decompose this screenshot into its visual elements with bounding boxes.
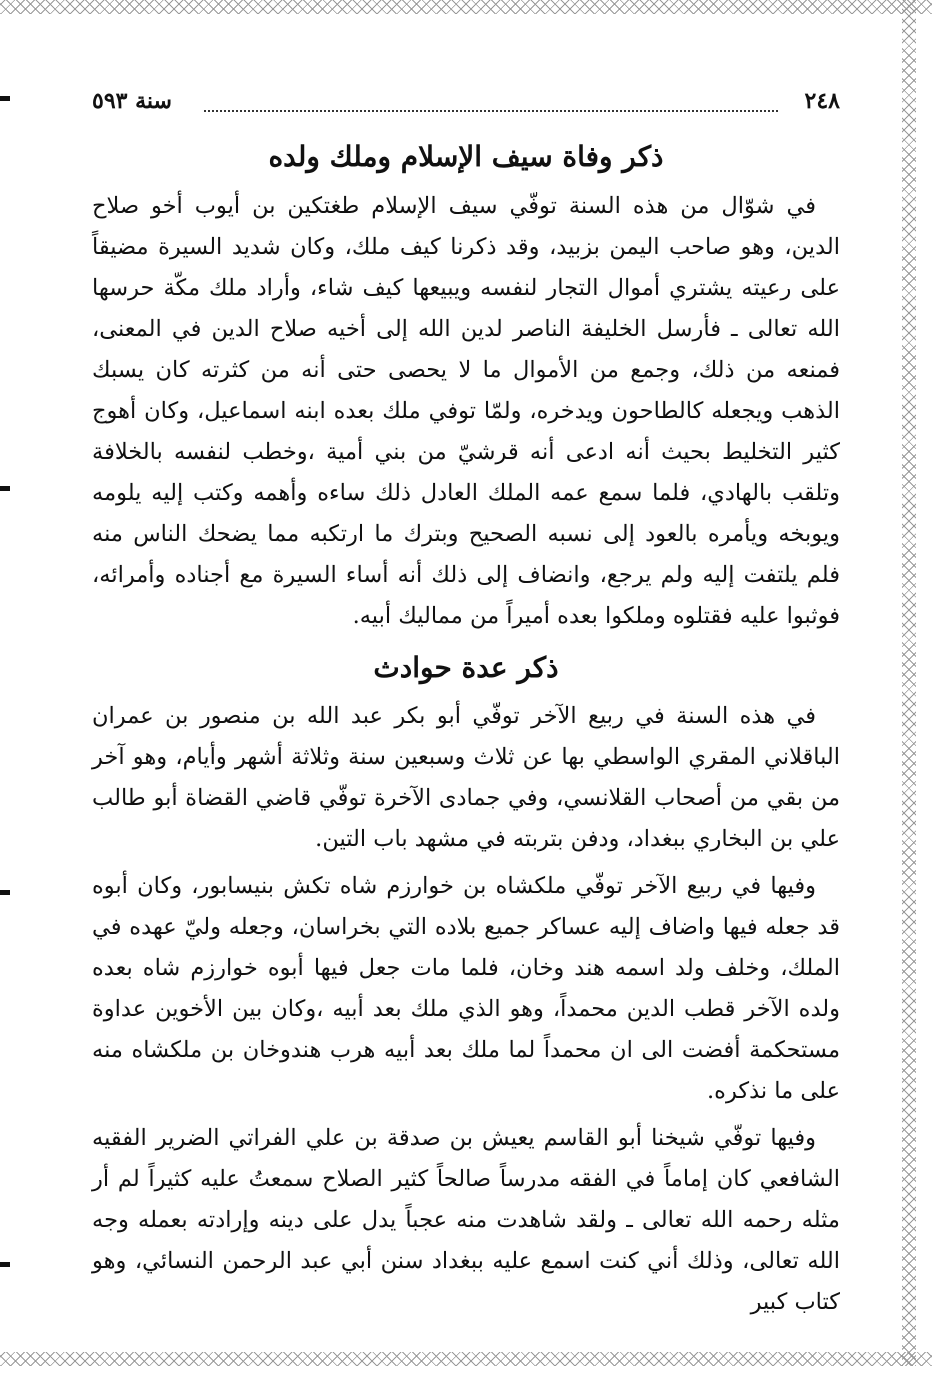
section-title: ذكر وفاة سيف الإسلام وملك ولده — [268, 140, 664, 173]
margin-tick-mark — [0, 890, 10, 895]
right-ornamental-border — [902, 0, 916, 1366]
paragraph: في هذه السنة في ربيع الآخر توفّي أبو بكر عبد الله بن منصور بن عمران الباقلاني المقري الواسطي بها عن ثلاث وسبعين سنة وثلاثة أشهر وأيام، وهو آخر من بقي من أصحاب القلانسي، وفي جمادى الآخرة توفّي قاضي القضاة أبو طالب علي بن البخاري ببغداد، ودفن بتربته في مشهد باب التين. — [92, 703, 840, 853]
section-title: ذكر عدة حوادث — [373, 650, 559, 684]
year-label: سنة ٥٩٣ — [92, 88, 172, 114]
running-head-dotted-leader — [204, 110, 778, 112]
paragraph: وفيها توفّي شيخنا أبو القاسم يعيش بن صدقة بن علي الفراتي الضرير الفقيه الشافعي كان إماماً في الفقه مدرساً صالحاً كثير الصلاح سمعتُ عليه كثيراً لم أر مثله رحمه الله تعالى ـ ولقد شاهدت منه عجباً يدل على دينه وإرادته بعمله وجه الله تعالى، وذلك أني كنت اسمع عليه ببغداد سنن أبي عبد الرحمن النسائي، وهو كتاب كبير — [92, 1125, 840, 1316]
paragraph: في شوّال من هذه السنة توفّي سيف الإسلام طغتكين بن أيوب أخو صلاح الدين، وهو صاحب اليمن بزبيد، وقد ذكرنا كيف ملك، وكان شديد السيرة مضيقاً على رعيته يشتري أموال التجار لنفسه ويبيعها كيف شاء، وأراد ملك مكّة حرسها الله تعالى ـ فأرسل الخليفة الناصر لدين الله إلى أخيه صلاح الدين في المعنى، فمنعه من ذلك، وجمع من الأموال ما لا يحصى حتى أنه من كثرته كان يسبك الذهب ويجعله كالطاحون ويدخره، ولمّا توفي ملك بعده ابنه اسماعيل، وكان أهوج كثير التخليط بحيث أنه ادعى أنه قرشيّ من بني أمية ،وخطب لنفسه بالخلافة وتلقب بالهادي، فلما سمع عمه الملك العادل ذلك ساءه وأهمه وكتب إليه يلومه ويوبخه ويأمره بالعود إلى نسبه الصحيح وبترك ما ارتكبه مما يضحك الناس منه فلم يلتفت إليه ولم يرجع، وانضاف إلى ذلك أنه أساء السيرة مع أجناده وأمرائه، فوثبوا عليه فقتلوه وملكوا بعده أميراً من مماليك أبيه. — [92, 192, 840, 629]
margin-tick-mark — [0, 1262, 10, 1267]
margin-tick-mark — [0, 486, 10, 491]
running-head — [92, 82, 840, 122]
page-number: ٢٤٨ — [804, 88, 840, 114]
paragraph: وفيها في ربيع الآخر توفّي ملكشاه بن خوارزم شاه تكش بنيسابور، وكان أبوه قد جعله فيها واضاف إليه عساكر جميع بلاده التي بخراسان، وجعله وليّ عهده في الملك، وخلف ولد اسمه هند وخان، فلما مات جعل فيها أبوه خوارزم شاه بعده ولده الآخر قطب الدين محمداً، وهو الذي ملك بعد أبيه ،وكان بين الأخوين عداوة مستحكمة أفضت الى ان محمداً لما ملك بعد أبيه هرب هندوخان بن ملكشاه منه على ما نذكره. — [92, 873, 840, 1105]
margin-tick-mark — [0, 96, 10, 101]
bottom-ornamental-border — [0, 1352, 932, 1366]
book-page — [92, 82, 840, 1329]
top-ornamental-border — [0, 0, 932, 14]
